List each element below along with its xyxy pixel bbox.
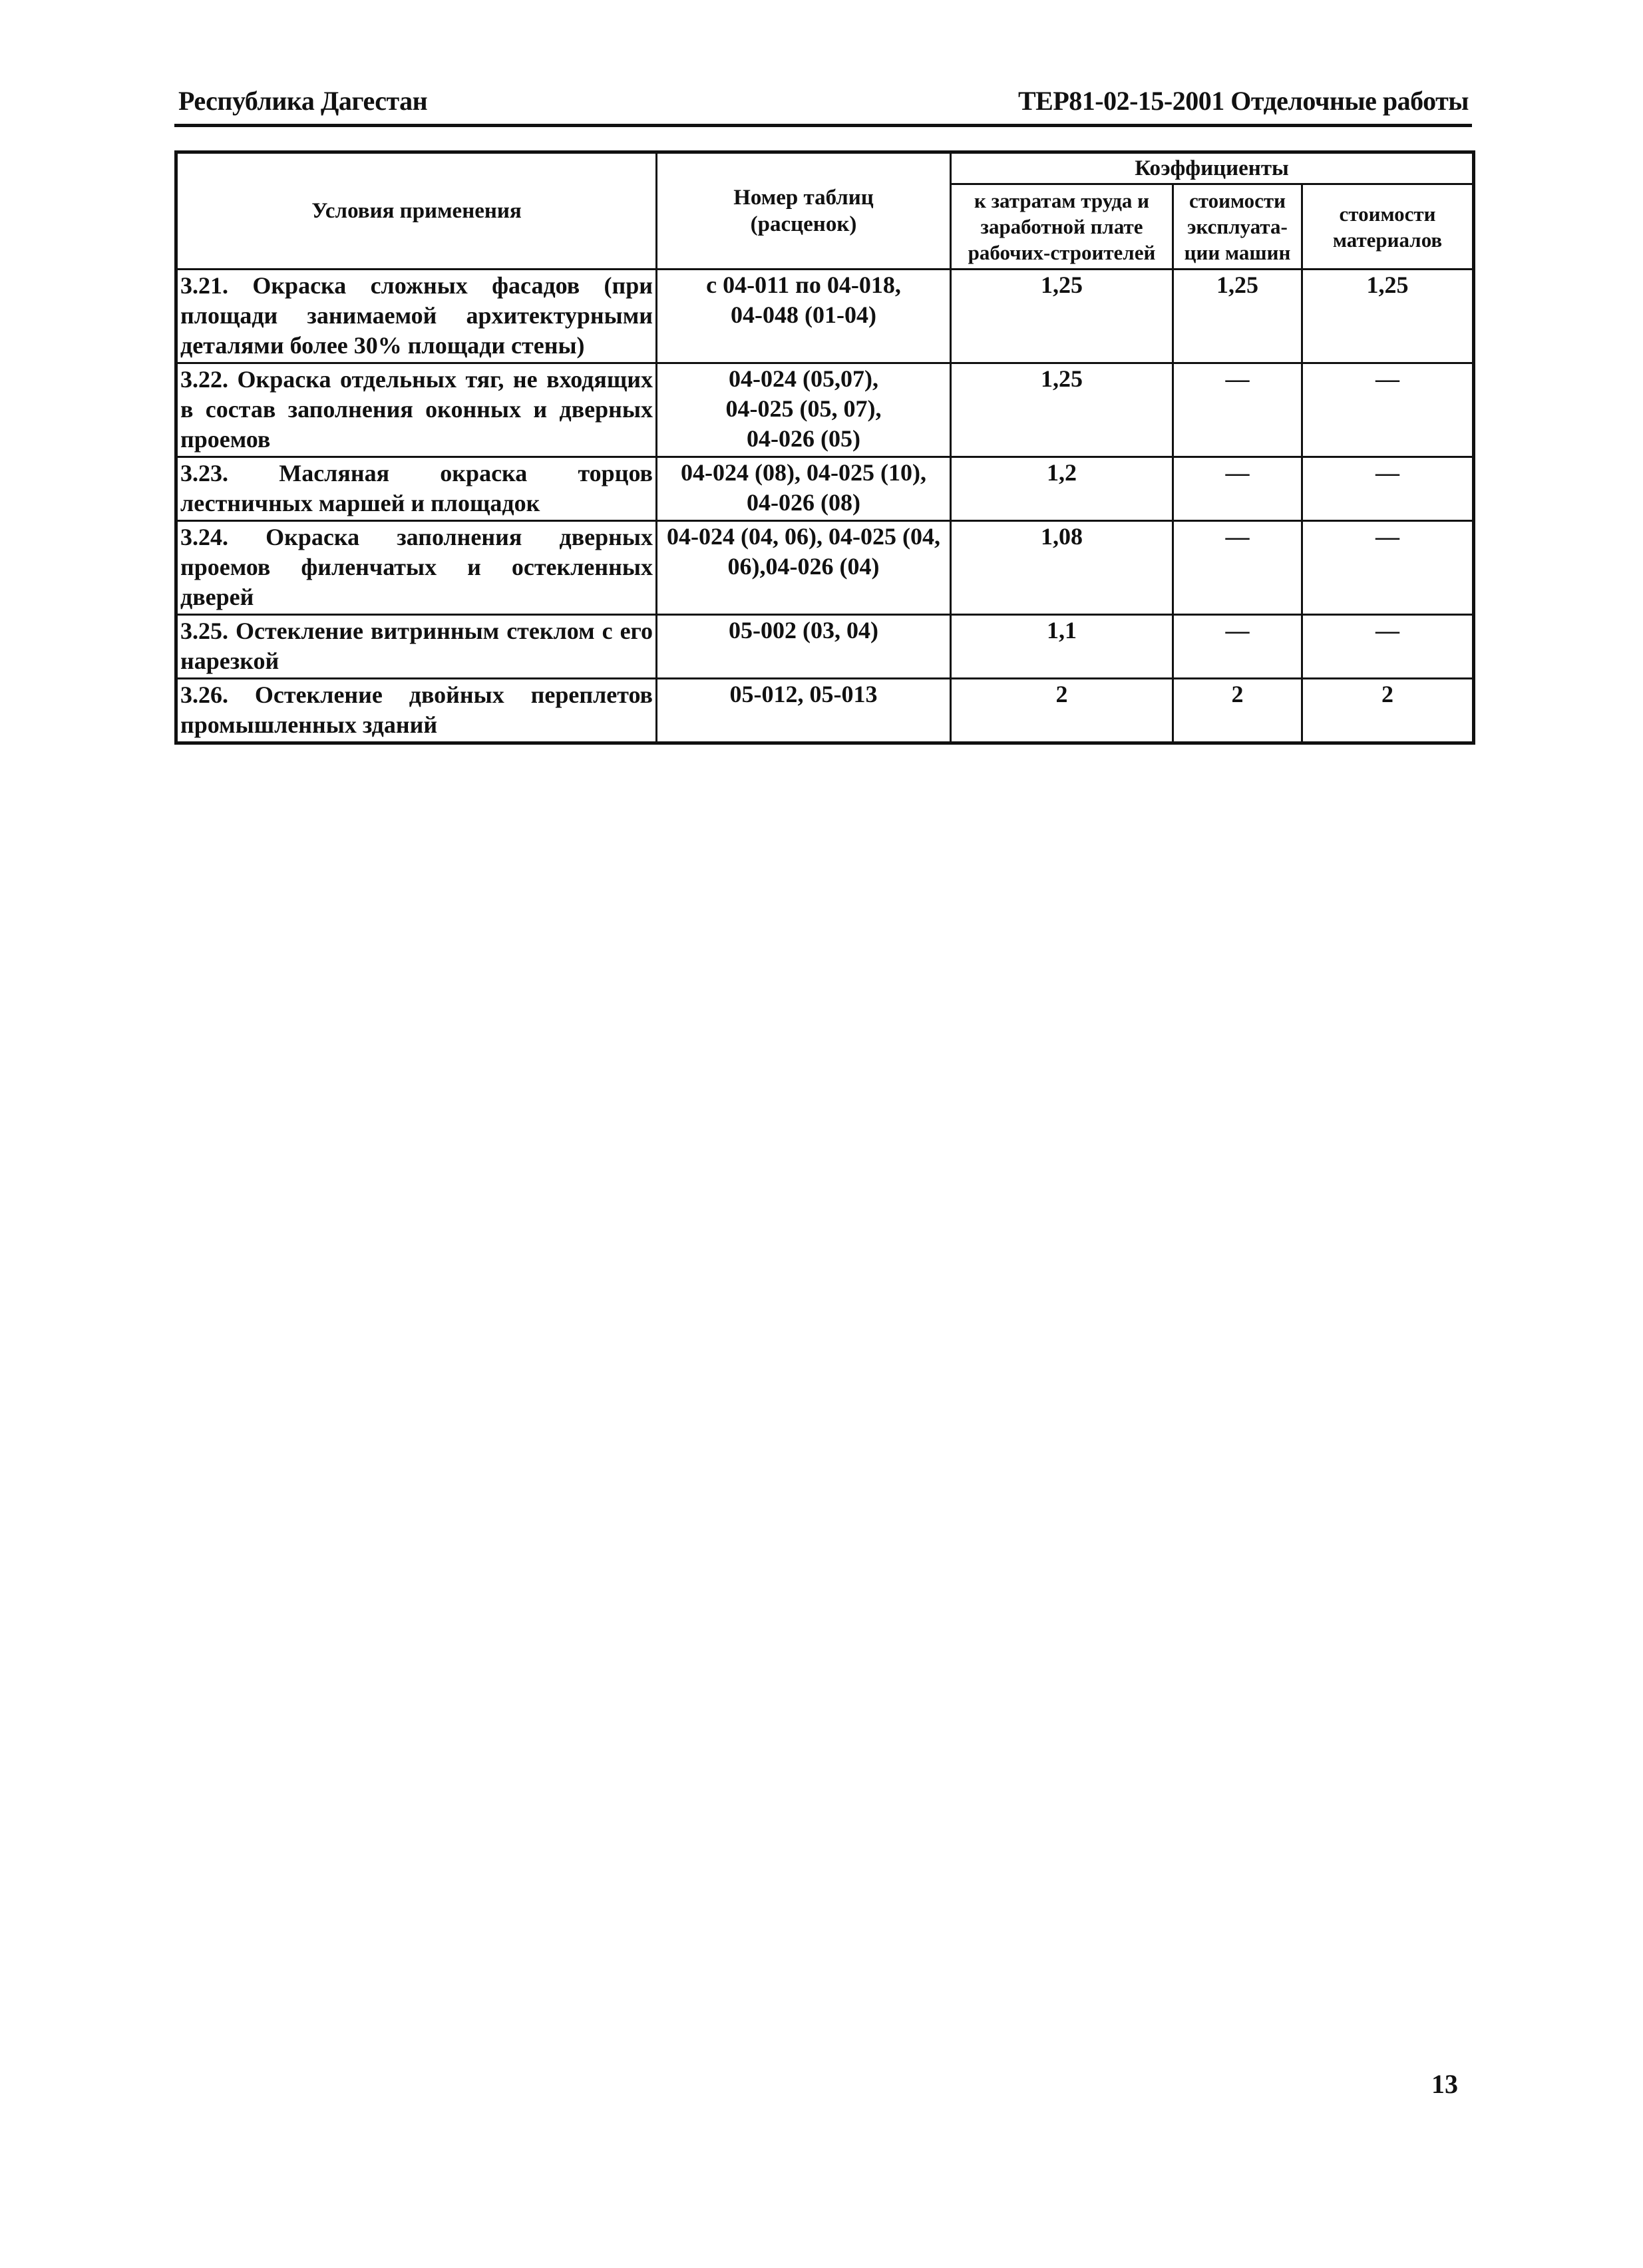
row-labor-coefficient: 1,2 [951,457,1173,521]
row-machines-coefficient: 2 [1173,679,1302,743]
row-condition: 3.23. Масляная окраска торцов лестничных маршей и площадок [176,457,657,521]
column-header-labor: к затратам труда и заработной плате рабочих-строителей [951,184,1173,270]
row-condition: 3.21. Окраска сложных фасадов (при площади занимаемой архитектурными деталями более 30% площади стены) [176,270,657,363]
column-header-conditions: Условия применения [176,152,657,270]
row-machines-coefficient: 1,25 [1173,270,1302,363]
table-row [176,679,1474,743]
row-machines-coefficient: — [1173,615,1302,679]
row-table-number: 04-024 (04, 06), 04-025 (04, 06),04-026 (04) [657,521,951,615]
row-machines-coefficient: — [1173,363,1302,457]
column-header-table-number: Номер таблиц (расценок) [657,152,951,270]
row-materials-coefficient: — [1302,457,1474,521]
page-number: 13 [1431,2069,1458,2099]
column-header-materials: стоимости материалов [1302,184,1474,270]
row-condition: 3.25. Остекление витринным стеклом с его нарезкой [176,615,657,679]
row-labor-coefficient: 1,25 [951,363,1173,457]
row-table-number: с 04-011 по 04-018, 04-048 (01-04) [657,270,951,363]
coefficients-table [174,150,1475,745]
table-row [176,270,1474,363]
column-header-machines: стоимости эксплуата-ции машин [1173,184,1302,270]
header-divider [174,124,1472,127]
row-table-number: 05-012, 05-013 [657,679,951,743]
row-table-number: 04-024 (08), 04-025 (10), 04-026 (08) [657,457,951,521]
row-materials-coefficient: 2 [1302,679,1474,743]
row-materials-coefficient: — [1302,521,1474,615]
table-row [176,457,1474,521]
table-header-row [176,152,1474,184]
row-materials-coefficient: 1,25 [1302,270,1474,363]
row-labor-coefficient: 1,08 [951,521,1173,615]
row-machines-coefficient: — [1173,457,1302,521]
row-machines-coefficient: — [1173,521,1302,615]
row-table-number: 05-002 (03, 04) [657,615,951,679]
row-condition: 3.24. Окраска заполнения дверных проемов филенчатых и остекленных дверей [176,521,657,615]
column-header-coefficients: Коэффициенты [951,152,1474,184]
table-row [176,521,1474,615]
row-table-number: 04-024 (05,07), 04-025 (05, 07), 04-026 (05) [657,363,951,457]
table-row [176,615,1474,679]
row-materials-coefficient: — [1302,615,1474,679]
table-row [176,363,1474,457]
row-labor-coefficient: 1,1 [951,615,1173,679]
row-condition: 3.26. Остекление двойных переплетов промышленных зданий [176,679,657,743]
row-labor-coefficient: 2 [951,679,1173,743]
row-condition: 3.22. Окраска отдельных тяг, не входящих в состав заполнения оконных и дверных проемов [176,363,657,457]
document-region-header: Республика Дагестан [178,86,428,116]
document-code-header: ТЕР81-02-15-2001 Отделочные работы [1017,86,1469,116]
row-materials-coefficient: — [1302,363,1474,457]
row-labor-coefficient: 1,25 [951,270,1173,363]
